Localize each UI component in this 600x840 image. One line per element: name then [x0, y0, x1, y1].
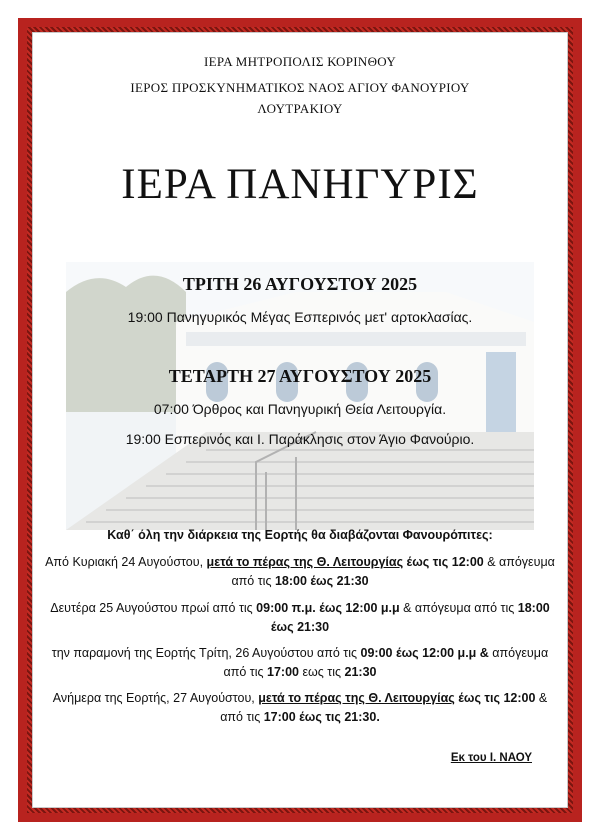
schedule-item: την παραμονή της Εορτής Τρίτη, 26 Αυγούστου από τις 09:00 έως 12:00 μ.μ & απόγευμα από τις 17:00 εως τις 21:30	[51, 646, 549, 679]
page-title: ΙΕΡΑ ΠΑΝΗΓΥΡΙΣ	[121, 161, 479, 208]
day-heading: ΤΕΤΑΡΤΗ 27 ΑΥΓΟΥΣΤΟΥ 2025	[168, 366, 432, 386]
day-heading: ΤΡΙΤΗ 26 ΑΥΓΟΥΣΤΟΥ 2025	[182, 274, 418, 294]
event-line: 19:00 Πανηγυρικός Μέγας Εσπερινός μετ' αρτοκλασίας.	[127, 309, 473, 325]
metropolis-name: ΙΕΡΑ ΜΗΤΡΟΠΟΛΙΣ ΚΟΡΙΝΘΟΥ	[203, 54, 397, 69]
schedule-item: Δευτέρα 25 Αυγούστου πρωί από τις 09:00 π.μ. έως 12:00 μ.μ & απόγευμα από τις 18:00 έως 21:30	[50, 601, 550, 634]
event-line: 07:00 Όρθρος και Πανηγυρική Θεία Λειτουργία.	[153, 401, 447, 417]
church-background-image	[66, 262, 534, 530]
schedule-title: Καθ΄ όλη την διάρκεια της Εορτής θα διαβάζονται Φανουρόπιτες:	[107, 528, 493, 542]
image-overlay	[66, 262, 534, 530]
town-name: ΛΟΥΤΡΑΚΙΟΥ	[257, 101, 343, 116]
signature: Εκ του Ι. ΝΑΟΥ	[450, 752, 532, 764]
church-name: ΙΕΡΟΣ ΠΡΟΣΚΥΝΗΜΑΤΙΚΟΣ ΝΑΟΣ ΑΓΙΟΥ ΦΑΝΟΥΡΙΟΥ	[130, 80, 470, 95]
schedule-item: Ανήμερα της Εορτής, 27 Αυγούστου, μετά το πέρας της Θ. Λειτουργίας έως τις 12:00 & από τις 17:00 έως τις 21:30.	[52, 691, 548, 724]
event-line: 19:00 Εσπερινός και Ι. Παράκλησις στον Άγιο Φανούριο.	[125, 431, 475, 447]
schedule-item: Από Κυριακή 24 Αυγούστου, μετά το πέρας της Θ. Λειτουργίας έως τις 12:00 & απόγευμα από τις 18:00 έως 21:30	[45, 555, 555, 588]
